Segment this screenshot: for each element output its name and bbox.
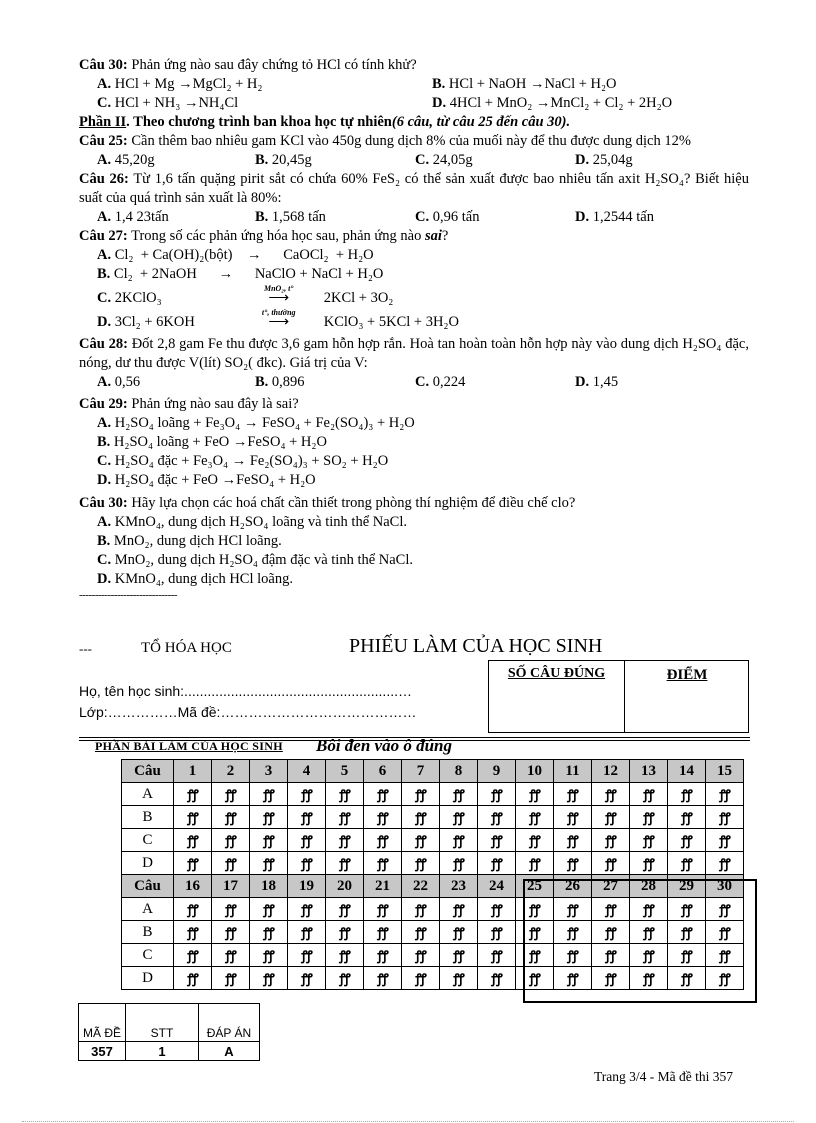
- separator-rule: -------------------------------: [79, 589, 178, 601]
- answer-bubble[interactable]: ꝭꝭ: [592, 806, 630, 829]
- part-text: . Theo chương trình ban khoa học tự nhiên: [126, 114, 392, 130]
- answer-bubble[interactable]: ꝭꝭ: [706, 783, 744, 806]
- question-number: 13: [630, 760, 668, 783]
- answer-bubble[interactable]: ꝭꝭ: [630, 829, 668, 852]
- option-letter: A: [122, 898, 174, 921]
- correct-count-box[interactable]: SỐ CÂU ĐÚNG: [489, 661, 625, 732]
- option-letter: D: [122, 852, 174, 875]
- option-a: A. 0,56: [97, 374, 141, 390]
- answer-bubble[interactable]: ꝭꝭ: [440, 967, 478, 990]
- answer-bubble[interactable]: ꝭꝭ: [478, 944, 516, 967]
- answer-bubble[interactable]: ꝭꝭ: [554, 898, 592, 921]
- option-letter: D: [122, 967, 174, 990]
- option-c: C. HCl + NH₃ →NH₄Cl: [97, 95, 239, 111]
- options-row: [79, 94, 749, 113]
- option-c: C. 24,05g: [415, 152, 473, 168]
- answer-bubble[interactable]: ꝭꝭ: [478, 967, 516, 990]
- part-label: Phần II: [79, 114, 127, 130]
- question-number: 14: [668, 760, 706, 783]
- question-number: 18: [250, 875, 288, 898]
- answer-bubble[interactable]: ꝭꝭ: [668, 921, 706, 944]
- options-row: [79, 151, 749, 170]
- answer-bubble[interactable]: ꝭꝭ: [212, 783, 250, 806]
- answer-bubble[interactable]: ꝭꝭ: [516, 783, 554, 806]
- option-letter: C: [122, 829, 174, 852]
- answer-bubble[interactable]: ꝭꝭ: [516, 967, 554, 990]
- option-a: A. KMnO₄, dung dịch H₂SO₄ loãng và tinh thể NaCl.: [97, 514, 407, 530]
- page-edge: [22, 1121, 794, 1122]
- question-number: 3: [250, 760, 288, 783]
- answer-bubble[interactable]: ꝭꝭ: [402, 783, 440, 806]
- option-letter: B: [122, 921, 174, 944]
- question-number: 30: [706, 875, 744, 898]
- question-28: Câu 28: Đốt 2,8 gam Fe thu được 3,6 gam hỗn hợp rắn. Hoà tan hoàn toàn hỗn hợp này vào dung dịch H₂SO₄ đặc, nóng, dư thu được V(lít) SO₂( đkc). Giá trị của V:: [79, 336, 749, 371]
- question-number: 16: [174, 875, 212, 898]
- grid-answer-row: [122, 783, 744, 806]
- option-d: D. 25,04g: [575, 152, 633, 168]
- answer-bubble[interactable]: ꝭꝭ: [668, 944, 706, 967]
- question-number: 6: [364, 760, 402, 783]
- answer-bubble[interactable]: ꝭꝭ: [250, 852, 288, 875]
- answer-bubble[interactable]: ꝭꝭ: [326, 944, 364, 967]
- instruction-text: Bôi đen vào ô đúng: [316, 736, 453, 755]
- question-number: 24: [478, 875, 516, 898]
- answer-bubble[interactable]: ꝭꝭ: [478, 806, 516, 829]
- answer-bubble[interactable]: ꝭꝭ: [212, 921, 250, 944]
- key-header-answer: ĐÁP ÁN: [199, 1004, 260, 1042]
- option-a: A. 1,4 23tấn: [97, 209, 169, 225]
- answer-bubble[interactable]: ꝭꝭ: [402, 806, 440, 829]
- option-letter: A: [122, 783, 174, 806]
- key-value-code: 357: [79, 1042, 126, 1061]
- option-a: A. 45,20g: [97, 152, 155, 168]
- answer-bubble[interactable]: ꝭꝭ: [554, 806, 592, 829]
- answer-bubble[interactable]: ꝭꝭ: [364, 783, 402, 806]
- answer-bubble[interactable]: ꝭꝭ: [250, 806, 288, 829]
- option-c: C. 0,96 tấn: [415, 209, 480, 225]
- question-number: 25: [516, 875, 554, 898]
- options-row: [79, 373, 749, 392]
- option-c: C. 0,224: [415, 374, 466, 390]
- subject-name: TỔ HÓA HỌC: [141, 640, 232, 656]
- option-a: A. Cl₂ + Ca(OH)₂(bột) → CaOCl₂ + H₂O: [97, 247, 374, 263]
- grid-answer-row: [122, 806, 744, 829]
- question-number: 20: [326, 875, 364, 898]
- key-header-stt: STT: [126, 1004, 199, 1042]
- question-27: Câu 27: Trong số các phản ứng hóa học sau, phản ứng nào sai?: [79, 228, 449, 244]
- answer-bubble[interactable]: ꝭꝭ: [174, 829, 212, 852]
- answer-bubble[interactable]: ꝭꝭ: [440, 921, 478, 944]
- answer-bubble[interactable]: ꝭꝭ: [326, 852, 364, 875]
- answer-bubble[interactable]: ꝭꝭ: [288, 967, 326, 990]
- answer-bubble[interactable]: ꝭꝭ: [288, 898, 326, 921]
- answer-bubble[interactable]: ꝭꝭ: [212, 944, 250, 967]
- option-b: B. Cl₂ + 2NaOH → NaClO + NaCl + H₂O: [97, 266, 384, 282]
- answer-bubble[interactable]: ꝭꝭ: [250, 783, 288, 806]
- score-box[interactable]: ĐIỂM: [666, 667, 708, 683]
- key-value-answer: A: [199, 1042, 260, 1061]
- option-b: B. 0,896: [255, 374, 305, 390]
- answer-bubble[interactable]: ꝭꝭ: [478, 898, 516, 921]
- reaction-arrow: MnO₂, t° ⟶: [263, 284, 294, 306]
- answer-bubble[interactable]: ꝭꝭ: [212, 852, 250, 875]
- answer-bubble[interactable]: ꝭꝭ: [364, 806, 402, 829]
- answer-bubble[interactable]: ꝭꝭ: [516, 898, 554, 921]
- answer-bubble[interactable]: ꝭꝭ: [706, 921, 744, 944]
- sheet-header: [79, 637, 759, 657]
- answer-bubble[interactable]: ꝭꝭ: [364, 829, 402, 852]
- option-c: C. H₂SO₄ đặc + Fe₃O₄ → Fe₂(SO₄)₃ + SO₂ + H₂O: [97, 453, 389, 469]
- grid-answer-row: [122, 967, 744, 990]
- answer-bubble[interactable]: ꝭꝭ: [554, 921, 592, 944]
- answer-bubble[interactable]: ꝭꝭ: [250, 967, 288, 990]
- answer-bubble[interactable]: ꝭꝭ: [592, 829, 630, 852]
- answer-bubble[interactable]: ꝭꝭ: [288, 944, 326, 967]
- question-30b: Câu 30: Hãy lựa chọn các hoá chất cần thiết trong phòng thí nghiệm để điều chế clo?: [79, 495, 576, 511]
- answer-bubble[interactable]: ꝭꝭ: [440, 806, 478, 829]
- answer-bubble[interactable]: ꝭꝭ: [478, 783, 516, 806]
- answer-bubble[interactable]: ꝭꝭ: [516, 829, 554, 852]
- answer-key-table: [78, 1003, 260, 1061]
- reaction-arrow: t°, thường ⟶: [261, 308, 296, 330]
- options-row: [79, 208, 749, 227]
- answer-bubble[interactable]: ꝭꝭ: [630, 967, 668, 990]
- answer-bubble[interactable]: ꝭꝭ: [250, 944, 288, 967]
- sheet-title: PHIẾU LÀM CỦA HỌC SINH: [349, 635, 603, 657]
- question-number: 2: [212, 760, 250, 783]
- option-b: B. 1,568 tấn: [255, 209, 326, 225]
- answer-bubble[interactable]: ꝭꝭ: [706, 967, 744, 990]
- key-value-stt: 1: [126, 1042, 199, 1061]
- answer-bubble[interactable]: ꝭꝭ: [668, 806, 706, 829]
- answer-bubble[interactable]: ꝭꝭ: [516, 852, 554, 875]
- question-29: Câu 29: Phản ứng nào sau đây là sai?: [79, 396, 299, 412]
- answer-bubble[interactable]: ꝭꝭ: [630, 783, 668, 806]
- grid-answer-row: [122, 898, 744, 921]
- answer-bubble[interactable]: ꝭꝭ: [212, 829, 250, 852]
- answer-bubble[interactable]: ꝭꝭ: [402, 944, 440, 967]
- option-b: B. HCl + NaOH →NaCl + H₂O: [432, 76, 617, 92]
- question-number: 21: [364, 875, 402, 898]
- answer-bubble[interactable]: ꝭꝭ: [706, 852, 744, 875]
- question-number: 26: [554, 875, 592, 898]
- answer-bubble[interactable]: ꝭꝭ: [250, 829, 288, 852]
- option-letter: B: [122, 806, 174, 829]
- answer-bubble[interactable]: ꝭꝭ: [478, 921, 516, 944]
- question-label: Câu 30:: [79, 57, 128, 73]
- answer-bubble[interactable]: ꝭꝭ: [706, 944, 744, 967]
- answer-bubble[interactable]: ꝭꝭ: [212, 898, 250, 921]
- answer-bubble[interactable]: ꝭꝭ: [250, 921, 288, 944]
- answer-bubble[interactable]: ꝭꝭ: [668, 829, 706, 852]
- option-b: B. 20,45g: [255, 152, 312, 168]
- answer-bubble[interactable]: ꝭꝭ: [326, 829, 364, 852]
- answer-bubble[interactable]: ꝭꝭ: [706, 898, 744, 921]
- answer-bubble[interactable]: ꝭꝭ: [326, 806, 364, 829]
- answer-bubble[interactable]: ꝭꝭ: [706, 829, 744, 852]
- answer-bubble[interactable]: ꝭꝭ: [592, 852, 630, 875]
- question-number: 5: [326, 760, 364, 783]
- answer-bubble[interactable]: ꝭꝭ: [706, 806, 744, 829]
- answer-bubble[interactable]: ꝭꝭ: [326, 921, 364, 944]
- question-number: 8: [440, 760, 478, 783]
- option-d: D. 1,2544 tấn: [575, 209, 654, 225]
- grid-answer-row: [122, 852, 744, 875]
- answer-bubble[interactable]: ꝭꝭ: [440, 783, 478, 806]
- answer-bubble[interactable]: ꝭꝭ: [592, 921, 630, 944]
- answer-bubble[interactable]: ꝭꝭ: [364, 944, 402, 967]
- grid-answer-row: [122, 944, 744, 967]
- answer-bubble[interactable]: ꝭꝭ: [174, 852, 212, 875]
- question-26: Câu 26: Từ 1,6 tấn quặng pirit sắt có chứa 60% FeS₂ có thể sản xuất được bao nhiêu tấn axit H₂SO₄? Biết hiệu suất của quá trình sản xuất là 80%:: [79, 171, 749, 206]
- question-number: 28: [630, 875, 668, 898]
- question-number: 17: [212, 875, 250, 898]
- option-b: B. H₂SO₄ loãng + FeO →FeSO₄ + H₂O: [97, 434, 327, 450]
- answer-bubble[interactable]: ꝭꝭ: [288, 921, 326, 944]
- option-d: D. H₂SO₄ đặc + FeO →FeSO₄ + H₂O: [97, 472, 316, 488]
- student-info: [79, 681, 416, 723]
- answer-bubble[interactable]: ꝭꝭ: [326, 898, 364, 921]
- answer-bubble[interactable]: ꝭꝭ: [554, 967, 592, 990]
- part-note: (6 câu, từ câu 25 đến câu 30).: [391, 114, 571, 130]
- answer-bubble[interactable]: ꝭꝭ: [212, 806, 250, 829]
- answer-bubble[interactable]: ꝭꝭ: [554, 852, 592, 875]
- question-number: 23: [440, 875, 478, 898]
- option-c: C. 2KClO₃ MnO₂, t° ⟶ 2KCl + 3O₂: [97, 284, 394, 306]
- header-dash: ---: [79, 641, 92, 656]
- score-boxes: [488, 660, 749, 733]
- answer-bubble[interactable]: ꝭꝭ: [174, 921, 212, 944]
- question-number: 27: [592, 875, 630, 898]
- answer-bubble[interactable]: ꝭꝭ: [592, 967, 630, 990]
- answer-bubble[interactable]: ꝭꝭ: [592, 783, 630, 806]
- grid-header-row: [122, 875, 744, 898]
- section-title: PHẦN BÀI LÀM CỦA HỌC SINH: [95, 739, 283, 753]
- question-number: 9: [478, 760, 516, 783]
- exam-content: [79, 56, 749, 601]
- answer-bubble[interactable]: ꝭꝭ: [516, 921, 554, 944]
- options-row: [79, 75, 749, 94]
- answer-bubble[interactable]: ꝭꝭ: [440, 852, 478, 875]
- answer-bubble[interactable]: ꝭꝭ: [402, 898, 440, 921]
- question-25: Câu 25: Cần thêm bao nhiêu gam KCl vào 450g dung dịch 8% của muối này để thu được dung dịch 12%: [79, 133, 691, 149]
- answer-bubble[interactable]: ꝭꝭ: [440, 829, 478, 852]
- question-number: 12: [592, 760, 630, 783]
- answer-bubble[interactable]: ꝭꝭ: [630, 898, 668, 921]
- question-number: 15: [706, 760, 744, 783]
- answer-bubble[interactable]: ꝭꝭ: [364, 967, 402, 990]
- answer-bubble[interactable]: ꝭꝭ: [630, 921, 668, 944]
- answer-bubble[interactable]: ꝭꝭ: [668, 967, 706, 990]
- emphasis-word: sai: [424, 228, 442, 244]
- option-a: A. HCl + Mg →MgCl₂ + H₂: [97, 76, 263, 92]
- answer-bubble[interactable]: ꝭꝭ: [554, 829, 592, 852]
- answer-bubble[interactable]: ꝭꝭ: [592, 944, 630, 967]
- option-c: C. MnO₂, dung dịch H₂SO₄ đậm đặc và tinh thể NaCl.: [97, 552, 414, 568]
- answer-bubble[interactable]: ꝭꝭ: [592, 898, 630, 921]
- answer-bubble[interactable]: ꝭꝭ: [554, 783, 592, 806]
- answer-bubble[interactable]: ꝭꝭ: [402, 829, 440, 852]
- answer-bubble[interactable]: ꝭꝭ: [668, 898, 706, 921]
- answer-bubble[interactable]: ꝭꝭ: [288, 829, 326, 852]
- answer-bubble[interactable]: ꝭꝭ: [174, 806, 212, 829]
- answer-bubble[interactable]: ꝭꝭ: [516, 944, 554, 967]
- question-number: 11: [554, 760, 592, 783]
- question-number: 29: [668, 875, 706, 898]
- option-letter: C: [122, 944, 174, 967]
- answer-bubble[interactable]: ꝭꝭ: [364, 921, 402, 944]
- answer-bubble[interactable]: ꝭꝭ: [250, 898, 288, 921]
- option-a: A. H₂SO₄ loãng + Fe₃O₄ → FeSO₄ + Fe₂(SO₄)₃ + H₂O: [97, 415, 415, 431]
- grid-header-row: [122, 760, 744, 783]
- grid-answer-row: [122, 921, 744, 944]
- option-d: D. 4HCl + MnO₂ →MnCl₂ + Cl₂ + 2H₂O: [432, 95, 673, 111]
- grid-col-label: Câu: [122, 875, 174, 898]
- answer-bubble[interactable]: ꝭꝭ: [364, 898, 402, 921]
- class-code-field[interactable]: Lớp:……………Mã đề:……………………………………: [79, 704, 417, 720]
- question-number: 10: [516, 760, 554, 783]
- answer-bubble[interactable]: ꝭꝭ: [554, 944, 592, 967]
- answer-bubble[interactable]: ꝭꝭ: [364, 852, 402, 875]
- answer-bubble[interactable]: ꝭꝭ: [630, 852, 668, 875]
- key-header-code: MÃ ĐỀ: [79, 1004, 126, 1042]
- answer-bubble[interactable]: ꝭꝭ: [212, 967, 250, 990]
- answer-bubble[interactable]: ꝭꝭ: [440, 944, 478, 967]
- question-number: 22: [402, 875, 440, 898]
- grid-answer-row: [122, 829, 744, 852]
- question-number: 1: [174, 760, 212, 783]
- answer-bubble[interactable]: ꝭꝭ: [288, 852, 326, 875]
- grid-col-label: Câu: [122, 760, 174, 783]
- answer-bubble[interactable]: ꝭꝭ: [402, 921, 440, 944]
- option-b: B. MnO₂, dung dịch HCl loãng.: [97, 533, 282, 549]
- answer-bubble[interactable]: ꝭꝭ: [402, 967, 440, 990]
- answer-bubble[interactable]: ꝭꝭ: [402, 852, 440, 875]
- question-number: 7: [402, 760, 440, 783]
- answer-grid: [121, 759, 744, 990]
- question-text: Phản ứng nào sau đây chứng tỏ HCl có tính khử?: [131, 57, 417, 73]
- answer-bubble[interactable]: ꝭꝭ: [630, 944, 668, 967]
- answer-bubble[interactable]: ꝭꝭ: [288, 783, 326, 806]
- student-name-field[interactable]: Họ, tên học sinh:.......................................................…: [79, 683, 412, 699]
- answer-bubble[interactable]: ꝭꝭ: [174, 783, 212, 806]
- answer-bubble[interactable]: ꝭꝭ: [174, 944, 212, 967]
- answer-bubble[interactable]: ꝭꝭ: [174, 967, 212, 990]
- question-number: 4: [288, 760, 326, 783]
- answer-bubble[interactable]: ꝭꝭ: [326, 783, 364, 806]
- option-d: D. 1,45: [575, 374, 619, 390]
- answer-bubble[interactable]: ꝭꝭ: [668, 852, 706, 875]
- answer-bubble[interactable]: ꝭꝭ: [478, 829, 516, 852]
- answer-bubble[interactable]: ꝭꝭ: [174, 898, 212, 921]
- part-2-heading: [79, 113, 749, 132]
- answer-bubble[interactable]: ꝭꝭ: [516, 806, 554, 829]
- option-d: D. KMnO₄, dung dịch HCl loãng.: [97, 571, 293, 587]
- answer-bubble[interactable]: ꝭꝭ: [440, 898, 478, 921]
- option-d: D. 3Cl₂ + 6KOH t°, thường ⟶ KClO₃ + 5KCl + 3H₂O: [97, 308, 459, 330]
- answer-bubble[interactable]: ꝭꝭ: [288, 806, 326, 829]
- answer-bubble[interactable]: ꝭꝭ: [668, 783, 706, 806]
- answer-bubble[interactable]: ꝭꝭ: [630, 806, 668, 829]
- answer-bubble[interactable]: ꝭꝭ: [326, 967, 364, 990]
- question-number: 19: [288, 875, 326, 898]
- page-footer: Trang 3/4 - Mã đề thi 357: [594, 1069, 733, 1084]
- answer-bubble[interactable]: ꝭꝭ: [478, 852, 516, 875]
- question-30a: [79, 56, 749, 75]
